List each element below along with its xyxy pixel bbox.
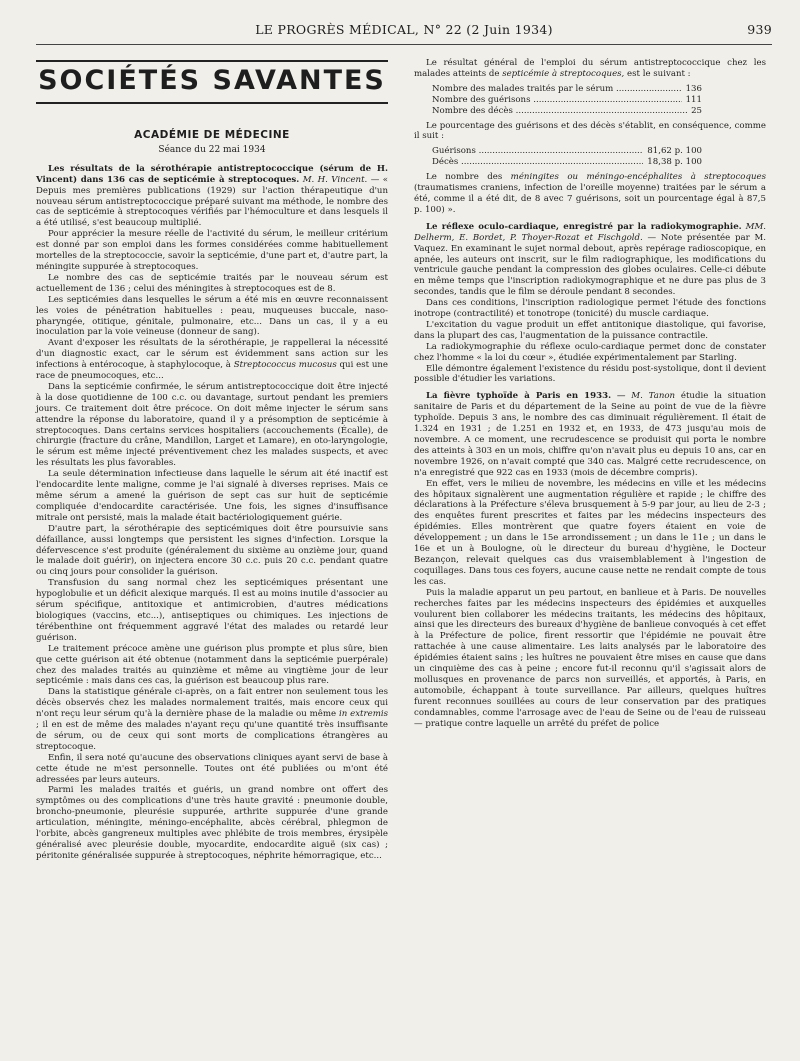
paragraph: Elle démontre également l'existence du résidu post-systolique, dont il devient possible d'étudier les variations. — [414, 363, 766, 385]
paragraph: D'autre part, la sérothérapie des septicémiques doit être poursuivie sans défaillance, aussi longtemps que persistent les signes d'infection. Lorsque la défervescence s'est produite (généralement du sixième au onzième jour, quand le malade doit guérir), on injectera encore 30 c.c. puis 20 c.c. pendant quatre ou cinq jours pour consolider la guérison. — [36, 523, 388, 578]
paragraph: La radiokymographie du réflexe oculo-cardiaque permet donc de constater chez l'homme « la loi du cœur », étudiée expérimentalement par Starling. — [414, 341, 766, 363]
running-header — [36, 22, 772, 42]
society-heading: ACADÉMIE DE MÉDECINE — [134, 129, 290, 141]
article-2-intro: Le réflexe oculo-cardiaque, enregistré par la radiokymographie. MM. Delherm, E. Bordet, P. Thoyer-Rozat et Fischgold. — Note présentée par M. Vaquez. En examinant le sujet normal debout, après repérage radioscopique, en apnée, les auteurs ont inscrit, sur le film radiographique, les modifications du ventricule gauche pendant la compression des globes oculaires. Celle-ci débute en même temps que l'inscription radiokymographique et ne dure pas plus de 3 secondes, tandis que le film se déroule pendant 8 secondes. — [414, 221, 766, 298]
right-column — [414, 58, 766, 729]
article-2-authors: MM. Delherm, E. Bordet, P. Thoyer-Rozat et Fischgold. — [414, 221, 766, 243]
paragraph: Transfusion du sang normal chez les septicémiques présentant une hypoglobulie et un déficit alexique marqués. Il est au moins inutile d'associer au sérum spécifique, antitoxique et antimicrobien, d'autres médications biologiques (vaccins, etc...), antiseptiques ou chimiques. Les injections de térébenthine ont fréquemment aggravé l'état des malades ou retardé leur guérison. — [36, 578, 388, 643]
paragraph: Dans la statistique générale ci-après, on a fait entrer non seulement tous les décès observés chez les malades normalement traités, mais encore ceux qui n'ont reçu leur sérum qu'à la dernière phase de la maladie ou même in extremis ; il en est de même des malades n'ayant reçu qu'une quantité très insuffisante de sérum, ou de ceux qui sont morts de complications étrangères au streptocoque. — [36, 687, 388, 752]
article-1-author: M. H. Vincent. — [302, 174, 368, 185]
table-row: Nombre des malades traités par le sérum ..... 136 — [432, 84, 702, 95]
percentage-table — [432, 146, 702, 168]
section-title: SOCIÉTÉS SAVANTES — [36, 60, 388, 104]
paragraph: Dans la septicémie confirmée, le sérum antistreptococcique doit être injecté à la dose quotidienne de 100 c.c. ou davantage, surtout pendant les premiers jours. Ce traitement doit être précoce. On doit même injecter le sérum sans attendre la réponse du laboratoire, quand il y a présomption de septicémie à streptocoques. Dans certains services hospitaliers (accouchements (Écalle), de chirurgie (fracture du crâne, Mandillon, Larget et Lamare), en oto-laryngologie, le sérum est même injecté préventivement chez les malades suspects, et avec les résultats les plus favorables. — [36, 381, 388, 469]
paragraph: Le traitement précoce amène une guérison plus prompte et plus sûre, bien que cette guérison ait été obtenue (notamment dans la septicémie puerpérale) chez des malades traités au quinzième et même au vingtième jour de leur septicémie : mais dans ces cas, la guérison est beaucoup plus rare. — [36, 643, 388, 687]
article-3-intro: La fièvre typhoïde à Paris en 1933. — M. Tanon étudie la situation sanitaire de Paris et du département de la Seine au point de vue de la fièvre typhoïde. Depuis 3 ans, le nombre des cas diminuait régulièrement. Il était de 1.324 en 1931 ; de 1.251 en 1932 et, en 1933, de 473 jusqu'au mois de novembre. A ce moment, une recrudescence se produisit qui porta le nombre des atteints à 303 en un mois, chiffre qu'on n'avait plus eu depuis 10 ans, car en novembre 1926, on n'avait compté que 340 cas. Malgré cette recrudescence, on n'a enregistré que 922 cas en 1933 (mois de décembre compris). — [414, 391, 766, 478]
paragraph: Enfin, il sera noté qu'aucune des observations cliniques ayant servi de base à cette étude ne m'est personnelle. Toutes ont été publiées ou m'ont été adressées par leurs auteurs. — [36, 752, 388, 785]
left-column — [36, 58, 388, 862]
table-row: Guérisons ..... 81,62 p. 100 — [432, 146, 702, 157]
paragraph: Avant d'exposer les résultats de la sérothérapie, je rappellerai la nécessité d'un diagnostic exact, car le sérum est évidemment sans action sur les infections à entérocoque, à staphylocoque, à Streptococcus mucosus qui est une race de pneumocoques, etc... — [36, 338, 388, 382]
article-1-title: Les résultats de la sérothérapie antistreptococcique (sérum de H. Vincent) dans 136 cas de septicémie à streptocoques. — [36, 163, 388, 185]
article-3-title: La fièvre typhoïde à Paris en 1933. — [426, 391, 612, 402]
table-row: Nombre des décès ..... 25 — [432, 106, 702, 117]
paragraph: Le nombre des méningites ou méningo-encéphalites à streptocoques (traumatismes craniens, infection de l'oreille moyenne) traitées par le sérum a été, comme il a été dit, de 8 avec 7 guérisons, soit un pourcentage égal à 87,5 p. 100) ». — [414, 172, 766, 215]
paragraph-continued: Parmi les malades traités et guéris, un grand nombre ont offert des symptômes ou des complications d'une très haute gravité : pneumonie double, broncho-pneumonie, pleurésie suppurée, arthrite suppurée d'une grande articulation, méningite, méningo-encéphalite, abcès cérébral, phlegmon de l'orbite, abcès gangreneux multiples avec phlébite de trois membres, érysipèle généralisé avec pleurésie double, myocardite, endocardite aiguë (six cas) ; péritonite généralisée suppurée à streptocoques, néphrite hémorragique, etc... — [36, 785, 388, 861]
paragraph: Dans ces conditions, l'inscription radiologique permet l'étude des fonctions inotrope (contractilité) et tonotrope (tonicité) du muscle cardiaque. — [414, 298, 766, 320]
journal-title: LE PROGRÈS MÉDICAL, N° 22 (2 Juin 1934) — [255, 22, 553, 37]
paragraph: Pour apprécier la mesure réelle de l'activité du sérum, le meilleur critérium est donné par son emploi dans les formes considérées comme habituellement mortelles de la streptococcie, savoir la septicémie, d'une part et, d'autre part, la méningite suppurée à streptocoques. — [36, 229, 388, 272]
results-table — [432, 84, 702, 117]
table-row: Nombre des guérisons ..... 111 — [432, 95, 702, 106]
paragraph: La seule détermination infectieuse dans laquelle le sérum ait été inactif est l'endocardite lente maligne, comme je l'ai signalé à diverses reprises. Mais ce même sérum a amené la guérison de sept cas sur huit de septicémie compliquée d'endocardite caractérisée. Une fois, les signes d'insuffisance mitrale ont persisté, mais la malade était bactériologiquement guérie. — [36, 469, 388, 523]
article-1-intro — [36, 164, 388, 229]
article-3-author: — M. Tanon — [616, 391, 676, 402]
paragraph: Le nombre des cas de septicémie traités par le nouveau sérum est actuellement de 136 ; celui des méningites à streptocoques est de 8. — [36, 272, 388, 294]
page-number: 939 — [747, 22, 772, 37]
article-2-title: Le réflexe oculo-cardiaque, enregistré par la radiokymographie. — [426, 221, 742, 232]
paragraph: Les septicémies dans lesquelles le sérum a été mis en œuvre reconnaissent les voies de pénétration habituelles : peau, muqueuses buccale, naso-pharyngée, otitique, génitale, pulmonaire, etc... Dans un cas, il y a eu inoculation par la voie veineuse (donneur de sang). — [36, 294, 388, 338]
session-date: Séance du 22 mai 1934 — [158, 144, 266, 155]
paragraph: En effet, vers le milieu de novembre, les médecins en ville et les médecins des hôpitaux signalèrent une augmentation régulière et rapide ; le chiffre des déclarations à la Préfecture s'éleva brusquement à 5-9 par jour, au lieu de 2-3 ; des enquêtes furent prescrites et faites par les médecins inspecteurs des épidémies. Elles montrèrent que quatre foyers étaient en voie de développement ; un dans le 15e arrondissement ; un dans le 11e ; un dans le 16e et un à Boulogne, où le directeur du bureau d'hygiène, le Docteur Bezançon, relevait quelques cas dus vraisemblablement à l'ingestion de coquillages. Dans tous ces foyers, aucune cause nette ne rendait compte de tous les cas. — [414, 478, 767, 587]
paragraph: L'excitation du vague produit un effet antitonique diastolique, qui favorise, dans la plupart des cas, l'augmentation de la puissance contractile. — [414, 319, 766, 341]
header-rule — [36, 44, 772, 45]
paragraph: Le pourcentage des guérisons et des décès s'établit, en conséquence, comme il suit : — [414, 120, 766, 142]
paragraph: Puis la maladie apparut un peu partout, en banlieue et à Paris. De nouvelles recherches faites par les médecins inspecteurs des épidémies et auxquelles voulurent bien collaborer les médecins traitants, les médecins des hôpitaux, ainsi que les directeurs des bureaux d'hygiène de banlieue convoqués à cet effet à la Préfecture de police, firent ressortir que l'épidémie ne pouvait être rattachée à une cause alimentaire. Les laits analysés par le laboratoire des épidémies étaient sains ; les huîtres ne pouvaient être mises en cause que dans un cinquième des cas à peine ; encore fut-il reconnu qu'il s'agissait alors de mollusques en provenance de parcs non surveillés, et apportés, à Paris, en automobile, échappant à toute surveillance. Par ailleurs, quelques huîtres furent reconnues souillées au cours de leur conservation par des pratiques condamnables, comme l'arrosage avec de l'eau de Seine ou de l'eau de ruisseau — pratique contre laquelle un arrêté du préfet de police — [414, 587, 766, 729]
table-row: Décès ..... 18,38 p. 100 — [432, 157, 702, 168]
paragraph: — « Depuis mes premières publications (1929) sur l'action thérapeutique d'un nouveau sérum antistreptococcique préparé suivant ma méthode, le nombre des cas de septicémie à streptocoques vérifiés par l'hémoculture et dans lesquels il a été utilisé, s'est beaucoup multiplié. — [36, 174, 388, 229]
paragraph: Le résultat général de l'emploi du sérum antistreptococcique chez les malades atteints de septicémie à streptocoques, est le suivant : — [414, 58, 766, 79]
